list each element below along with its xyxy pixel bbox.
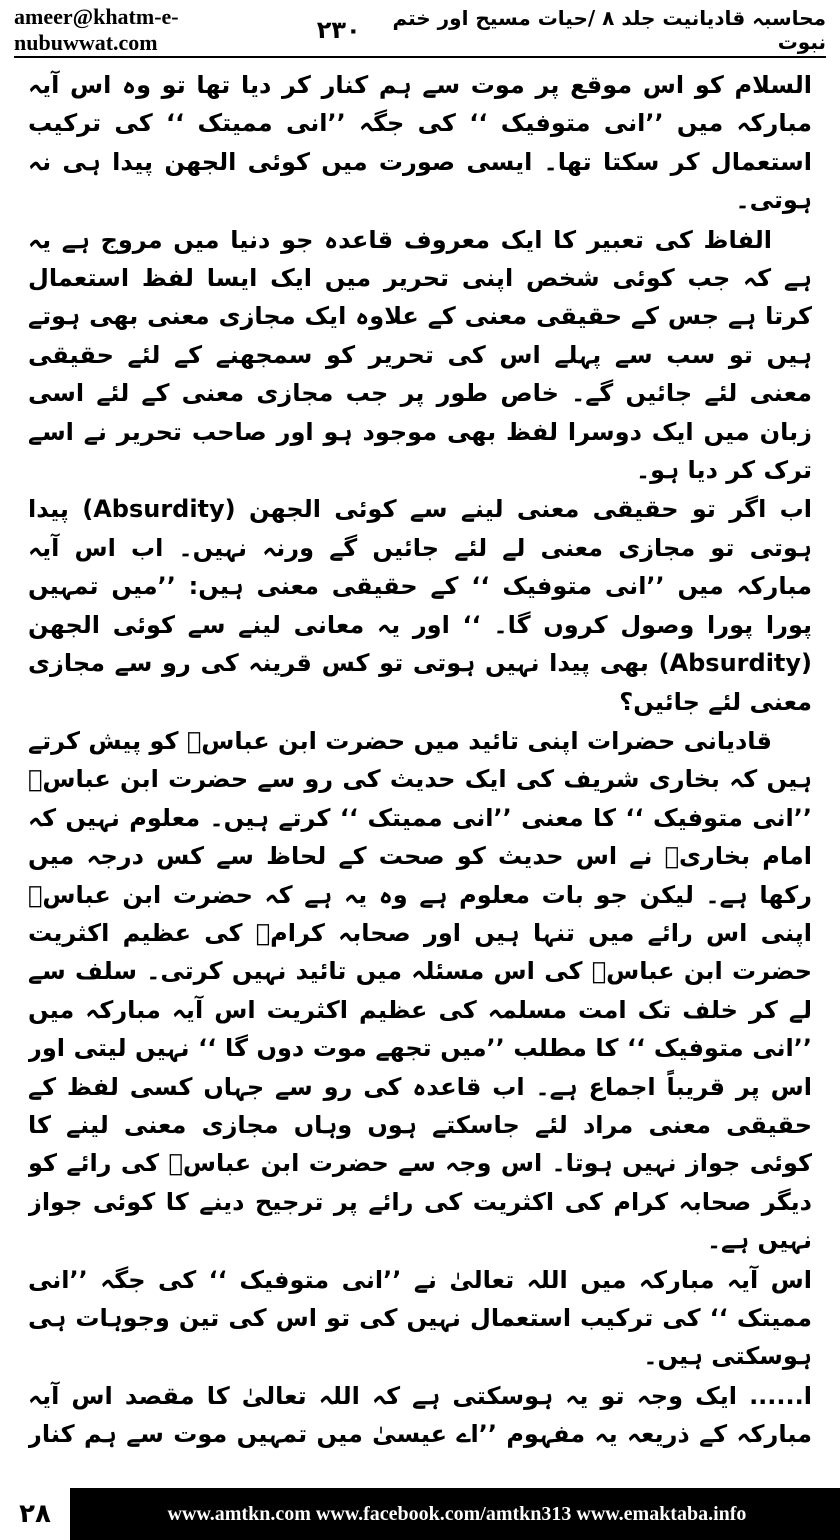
paragraph: اب اگر تو حقیقی معنی لینے سے کوئی الجھن (Absurdity) پیدا ہوتی تو مجازی معنی لے لئے جائیں گے ورنہ نہیں۔ اب اس آیہ مبارکہ میں ’’انی متوفیک ‘‘ کے حقیقی معنی ہیں: ’’میں تمہیں پورا پورا وصول کروں گا۔ ‘‘ اور یہ معانی لینے سے کوئی الجھن (Absurdity) بھی پیدا نہیں ہوتی تو کس قرینہ کی رو سے مجازی معنی لئے جائیں؟	[28, 495, 812, 716]
paragraph: السلام کو اس موقع پر موت سے ہم کنار کر دیا تھا تو وہ اس آیہ مبارکہ میں ’’انی متوفیک ‘‘ کی جگہ ’’انی ممیتک ‘‘ کی ترکیب استعمال کر سکتا تھا۔ ایسی صورت میں کوئی الجھن پیدا ہی نہ ہوتی۔	[28, 71, 812, 215]
footer-urls[interactable]: www.amtkn.com www.facebook.com/amtkn313 www.emaktaba.info	[167, 1502, 747, 1525]
header-divider	[14, 56, 826, 58]
header-email[interactable]: ameer@khatm-e-nubuwwat.com	[14, 4, 179, 55]
paragraph: قادیانی حضرات اپنی تائید میں حضرت ابن عباسؓ کو پیش کرتے ہیں کہ بخاری شریف کی ایک حدیث کی رو سے حضرت ابن عباسؓ ’’انی متوفیک ‘‘ کا معنی ’’انی ممیتک ‘‘ کرتے ہیں۔ معلوم نہیں کہ امام بخاریؒ نے اس حدیث کو صحت کے لحاظ سے کس درجہ میں رکھا ہے۔ لیکن جو بات معلوم ہے وہ یہ ہے کہ حضرت ابن عباسؓ اپنی اس رائے میں تنہا ہیں اور صحابہ کرامؓ کی عظیم اکثریت حضرت ابن عباسؓ کی اس مسئلہ میں تائید نہیں کرتی۔ سلف سے لے کر خلف تک امت مسلمہ کی عظیم اکثریت اس آیہ مبارکہ میں ’’انی متوفیک ‘‘ کا مطلب ’’میں تجھے موت دوں گا ‘‘ نہیں لیتی اور اس پر قریباً اجماع ہے۔ اب قاعدہ کی رو سے جہاں کسی لفظ کے حقیقی معنی مراد لئے جاسکتے ہوں وہاں مجازی معنی لینے کا کوئی جواز نہیں ہوتا۔ اس وجہ سے حضرت ابن عباسؓ کی رائے کو دیگر صحابہ کرام کی اکثریت کی رائے پر ترجیح دینے کا کوئی جواز نہیں ہے۔	[28, 726, 812, 1255]
page-header	[14, 4, 826, 55]
header-title: محاسبہ قادیانیت جلد ۸ /حیات مسیح اور ختم نبوت	[392, 6, 826, 54]
paragraph: اس آیہ مبارکہ میں اللہ تعالیٰ نے ’’انی متوفیک ‘‘ کی جگہ ’’انی ممیتک ‘‘ کی ترکیب استعمال نہیں کی تو اس کی تین وجوہات ہی ہوسکتی ہیں۔	[28, 1265, 812, 1371]
paragraph: الفاظ کی تعبیر کا ایک معروف قاعدہ جو دنیا میں مروج ہے یہ ہے کہ جب کوئی شخص اپنی تحریر میں ایک ایسا لفظ استعمال کرتا ہے جس کے حقیقی معنی کے علاوہ ایک مجازی معنی بھی ہوتے ہیں تو سب سے پہلے اس کی تحریر کو سمجھنے کے لئے حقیقی معنی لئے جائیں گے۔ خاص طور پر جب مجازی معنی کے لئے اسی زبان میں ایک دوسرا لفظ بھی موجود ہو اور صاحب تحریر نے اسے ترک کر دیا ہو۔	[28, 225, 812, 485]
footer-page-number: ۲۸	[0, 1488, 74, 1540]
page-body	[28, 66, 812, 1456]
page-footer	[0, 1488, 840, 1540]
paragraph: ا...... ایک وجہ تو یہ ہوسکتی ہے کہ اللہ تعالیٰ کا مقصد اس آیہ مبارکہ کے ذریعہ یہ مفہوم ’’اے عیسیٰ میں تمہیں موت سے ہم کنار	[28, 1381, 812, 1449]
header-left	[14, 4, 361, 56]
header-page-number: ۲۳۰	[316, 16, 361, 44]
